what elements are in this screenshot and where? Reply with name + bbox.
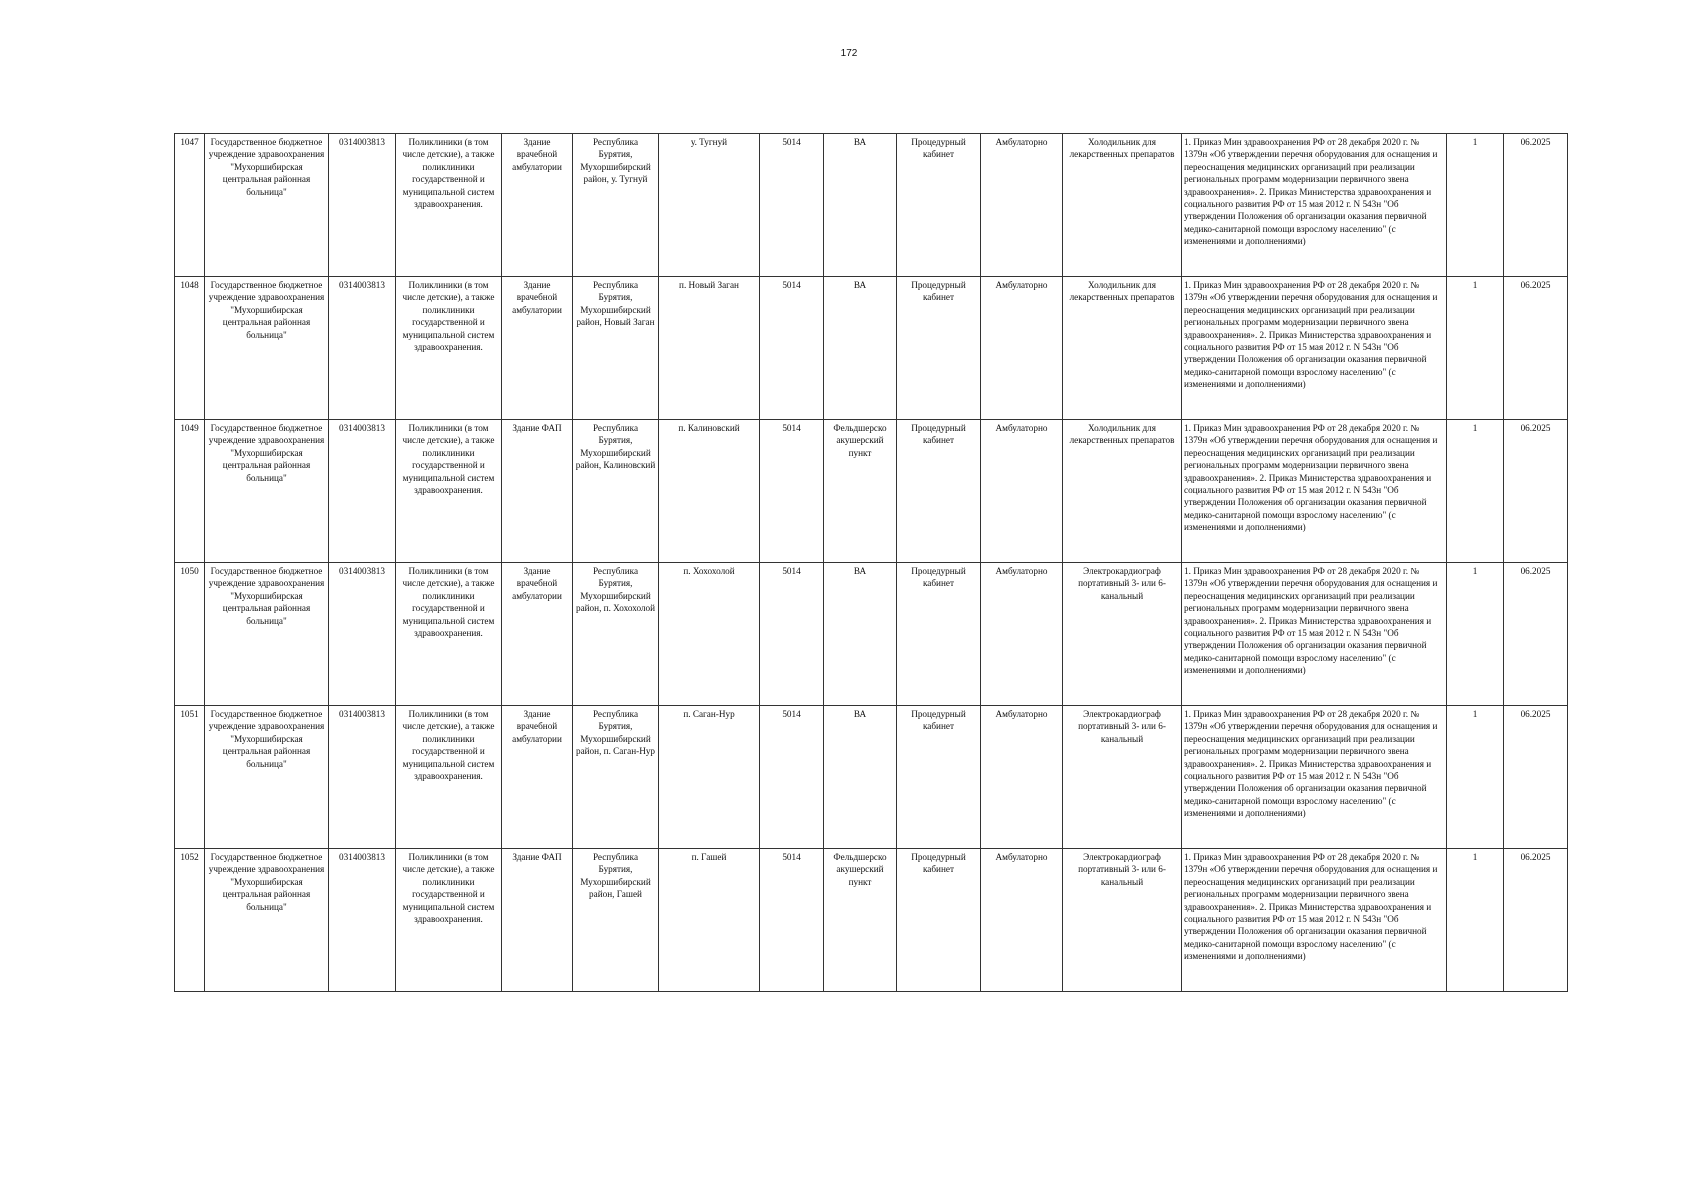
room-cell: Процедурный кабинет bbox=[897, 706, 981, 849]
room-cell: Процедурный кабинет bbox=[897, 563, 981, 706]
settlement-cell: у. Тугнуй bbox=[659, 134, 760, 277]
room-cell: Процедурный кабинет bbox=[897, 849, 981, 992]
code-cell: 5014 bbox=[760, 849, 824, 992]
legal-basis-cell: 1. Приказ Мин здравоохранения РФ от 28 декабря 2020 г. № 1379н «Об утверждении перечня оборудования для оснащения и переоснащения медицинских организаций при реализации региональных программ модернизации первичного звена здравоохранения». 2. Приказ Министерства здравоохранения и социального развития РФ от 15 мая 2012 г. N 543н "Об утверждении Положения об организации оказания первичной медико-санитарной помощи взрослому населению" (с изменениями и дополнениями) bbox=[1182, 420, 1447, 563]
code-cell: 5014 bbox=[760, 420, 824, 563]
care-mode-cell: Амбулаторно bbox=[981, 706, 1063, 849]
page-number: 172 bbox=[840, 48, 858, 59]
row-number-cell: 1047 bbox=[175, 134, 205, 277]
room-cell: Процедурный кабинет bbox=[897, 277, 981, 420]
date-cell: 06.2025 bbox=[1504, 706, 1568, 849]
facility-type-cell: Поликлиники (в том числе детские), а также поликлиники государственной и муниципальной систем здравоохранения. bbox=[396, 706, 502, 849]
row-number-cell: 1049 bbox=[175, 420, 205, 563]
equipment-cell: Холодильник для лекарственных препаратов bbox=[1063, 420, 1182, 563]
care-mode-cell: Амбулаторно bbox=[981, 134, 1063, 277]
inn-cell: 0314003813 bbox=[329, 849, 396, 992]
address-cell: Республика Бурятия, Мухоршибирский район, Калиновский bbox=[573, 420, 659, 563]
organization-cell: Государственное бюджетное учреждение здравоохранения "Мухоршибирская центральная районная больница" bbox=[205, 849, 329, 992]
legal-basis-cell: 1. Приказ Мин здравоохранения РФ от 28 декабря 2020 г. № 1379н «Об утверждении перечня оборудования для оснащения и переоснащения медицинских организаций при реализации региональных программ модернизации первичного звена здравоохранения». 2. Приказ Министерства здравоохранения и социального развития РФ от 15 мая 2012 г. N 543н "Об утверждении Положения об организации оказания первичной медико-санитарной помощи взрослому населению" (с изменениями и дополнениями) bbox=[1182, 849, 1447, 992]
table-row bbox=[175, 849, 1568, 992]
inn-cell: 0314003813 bbox=[329, 277, 396, 420]
equipment-cell: Холодильник для лекарственных препаратов bbox=[1063, 277, 1182, 420]
quantity-cell: 1 bbox=[1447, 420, 1504, 563]
unit-cell: ВА bbox=[824, 563, 897, 706]
inn-cell: 0314003813 bbox=[329, 420, 396, 563]
building-cell: Здание врачебной амбулатории bbox=[502, 563, 573, 706]
equipment-cell: Электрокардиограф портативный 3- или 6-канальный bbox=[1063, 563, 1182, 706]
organization-cell: Государственное бюджетное учреждение здравоохранения "Мухоршибирская центральная районная больница" bbox=[205, 563, 329, 706]
address-cell: Республика Бурятия, Мухоршибирский район, Новый Заган bbox=[573, 277, 659, 420]
code-cell: 5014 bbox=[760, 277, 824, 420]
organization-cell: Государственное бюджетное учреждение здравоохранения "Мухоршибирская центральная районная больница" bbox=[205, 420, 329, 563]
legal-basis-cell: 1. Приказ Мин здравоохранения РФ от 28 декабря 2020 г. № 1379н «Об утверждении перечня оборудования для оснащения и переоснащения медицинских организаций при реализации региональных программ модернизации первичного звена здравоохранения». 2. Приказ Министерства здравоохранения и социального развития РФ от 15 мая 2012 г. N 543н "Об утверждении Положения об организации оказания первичной медико-санитарной помощи взрослому населению" (с изменениями и дополнениями) bbox=[1182, 134, 1447, 277]
quantity-cell: 1 bbox=[1447, 134, 1504, 277]
building-cell: Здание врачебной амбулатории bbox=[502, 277, 573, 420]
quantity-cell: 1 bbox=[1447, 277, 1504, 420]
building-cell: Здание ФАП bbox=[502, 420, 573, 563]
date-cell: 06.2025 bbox=[1504, 849, 1568, 992]
care-mode-cell: Амбулаторно bbox=[981, 277, 1063, 420]
settlement-cell: п. Калиновский bbox=[659, 420, 760, 563]
code-cell: 5014 bbox=[760, 134, 824, 277]
care-mode-cell: Амбулаторно bbox=[981, 563, 1063, 706]
room-cell: Процедурный кабинет bbox=[897, 420, 981, 563]
organization-cell: Государственное бюджетное учреждение здравоохранения "Мухоршибирская центральная районная больница" bbox=[205, 134, 329, 277]
quantity-cell: 1 bbox=[1447, 706, 1504, 849]
address-cell: Республика Бурятия, Мухоршибирский район, Гашей bbox=[573, 849, 659, 992]
table-body bbox=[175, 134, 1568, 992]
room-cell: Процедурный кабинет bbox=[897, 134, 981, 277]
building-cell: Здание врачебной амбулатории bbox=[502, 706, 573, 849]
settlement-cell: п. Гашей bbox=[659, 849, 760, 992]
date-cell: 06.2025 bbox=[1504, 134, 1568, 277]
legal-basis-cell: 1. Приказ Мин здравоохранения РФ от 28 декабря 2020 г. № 1379н «Об утверждении перечня оборудования для оснащения и переоснащения медицинских организаций при реализации региональных программ модернизации первичного звена здравоохранения». 2. Приказ Министерства здравоохранения и социального развития РФ от 15 мая 2012 г. N 543н "Об утверждении Положения об организации оказания первичной медико-санитарной помощи взрослому населению" (с изменениями и дополнениями) bbox=[1182, 277, 1447, 420]
date-cell: 06.2025 bbox=[1504, 277, 1568, 420]
row-number-cell: 1052 bbox=[175, 849, 205, 992]
inn-cell: 0314003813 bbox=[329, 134, 396, 277]
row-number-cell: 1051 bbox=[175, 706, 205, 849]
code-cell: 5014 bbox=[760, 563, 824, 706]
building-cell: Здание ФАП bbox=[502, 849, 573, 992]
legal-basis-cell: 1. Приказ Мин здравоохранения РФ от 28 декабря 2020 г. № 1379н «Об утверждении перечня оборудования для оснащения и переоснащения медицинских организаций при реализации региональных программ модернизации первичного звена здравоохранения». 2. Приказ Министерства здравоохранения и социального развития РФ от 15 мая 2012 г. N 543н "Об утверждении Положения об организации оказания первичной медико-санитарной помощи взрослому населению" (с изменениями и дополнениями) bbox=[1182, 706, 1447, 849]
unit-cell: Фельдшерско акушерский пункт bbox=[824, 420, 897, 563]
table-row bbox=[175, 563, 1568, 706]
equipment-cell: Холодильник для лекарственных препаратов bbox=[1063, 134, 1182, 277]
date-cell: 06.2025 bbox=[1504, 563, 1568, 706]
table-row bbox=[175, 420, 1568, 563]
unit-cell: Фельдшерско акушерский пункт bbox=[824, 849, 897, 992]
facility-type-cell: Поликлиники (в том числе детские), а также поликлиники государственной и муниципальной систем здравоохранения. bbox=[396, 134, 502, 277]
inn-cell: 0314003813 bbox=[329, 706, 396, 849]
row-number-cell: 1048 bbox=[175, 277, 205, 420]
settlement-cell: п. Хохохолой bbox=[659, 563, 760, 706]
inn-cell: 0314003813 bbox=[329, 563, 396, 706]
quantity-cell: 1 bbox=[1447, 563, 1504, 706]
address-cell: Республика Бурятия, Мухоршибирский район, п. Саган-Нур bbox=[573, 706, 659, 849]
facility-type-cell: Поликлиники (в том числе детские), а также поликлиники государственной и муниципальной систем здравоохранения. bbox=[396, 277, 502, 420]
care-mode-cell: Амбулаторно bbox=[981, 420, 1063, 563]
registry-table bbox=[174, 133, 1568, 992]
row-number-cell: 1050 bbox=[175, 563, 205, 706]
unit-cell: ВА bbox=[824, 706, 897, 849]
organization-cell: Государственное бюджетное учреждение здравоохранения "Мухоршибирская центральная районная больница" bbox=[205, 277, 329, 420]
code-cell: 5014 bbox=[760, 706, 824, 849]
unit-cell: ВА bbox=[824, 134, 897, 277]
facility-type-cell: Поликлиники (в том числе детские), а также поликлиники государственной и муниципальной систем здравоохранения. bbox=[396, 563, 502, 706]
equipment-cell: Электрокардиограф портативный 3- или 6-канальный bbox=[1063, 849, 1182, 992]
table-row bbox=[175, 134, 1568, 277]
legal-basis-cell: 1. Приказ Мин здравоохранения РФ от 28 декабря 2020 г. № 1379н «Об утверждении перечня оборудования для оснащения и переоснащения медицинских организаций при реализации региональных программ модернизации первичного звена здравоохранения». 2. Приказ Министерства здравоохранения и социального развития РФ от 15 мая 2012 г. N 543н "Об утверждении Положения об организации оказания первичной медико-санитарной помощи взрослому населению" (с изменениями и дополнениями) bbox=[1182, 563, 1447, 706]
settlement-cell: п. Саган-Нур bbox=[659, 706, 760, 849]
equipment-cell: Электрокардиограф портативный 3- или 6-канальный bbox=[1063, 706, 1182, 849]
care-mode-cell: Амбулаторно bbox=[981, 849, 1063, 992]
address-cell: Республика Бурятия, Мухоршибирский район, п. Хохохолой bbox=[573, 563, 659, 706]
facility-type-cell: Поликлиники (в том числе детские), а также поликлиники государственной и муниципальной систем здравоохранения. bbox=[396, 420, 502, 563]
address-cell: Республика Бурятия, Мухоршибирский район, у. Тугнуй bbox=[573, 134, 659, 277]
quantity-cell: 1 bbox=[1447, 849, 1504, 992]
date-cell: 06.2025 bbox=[1504, 420, 1568, 563]
settlement-cell: п. Новый Заган bbox=[659, 277, 760, 420]
organization-cell: Государственное бюджетное учреждение здравоохранения "Мухоршибирская центральная районная больница" bbox=[205, 706, 329, 849]
table-row bbox=[175, 706, 1568, 849]
building-cell: Здание врачебной амбулатории bbox=[502, 134, 573, 277]
unit-cell: ВА bbox=[824, 277, 897, 420]
facility-type-cell: Поликлиники (в том числе детские), а также поликлиники государственной и муниципальной систем здравоохранения. bbox=[396, 849, 502, 992]
table-row bbox=[175, 277, 1568, 420]
